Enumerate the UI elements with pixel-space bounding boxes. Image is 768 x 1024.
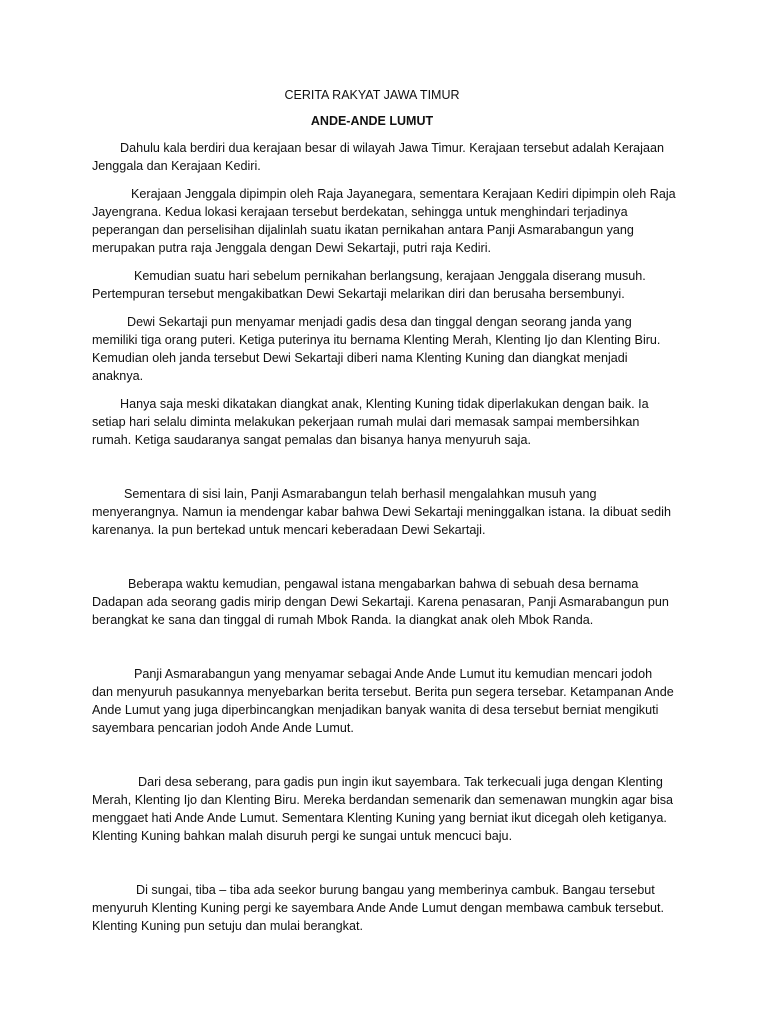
paragraph-6: Sementara di sisi lain, Panji Asmarabangun telah berhasil mengalahkan musuh yang menyerangnya. Namun ia mendengar kabar bahwa Dewi Sekartaji meninggalkan istana. Ia dibuat sedih karenanya. Ia pun bertekad untuk mencari keberadaan Dewi Sekartaji. [92, 487, 671, 537]
paragraph-8: Panji Asmarabangun yang menyamar sebagai Ande Ande Lumut itu kemudian mencari jodoh dan menyuruh pasukannya menyebarkan berita tersebut. Berita pun segera tersebar. Ketampanan Ande Ande Lumut yang juga diperbincangkan menjadikan banyak wanita di desa tersebut berniat mengikuti sayembara pencarian jodoh Ande Ande Lumut. [92, 667, 674, 735]
document-title: ANDE-ANDE LUMUT [310, 114, 434, 128]
paragraph-1: Dahulu kala berdiri dua kerajaan besar di wilayah Jawa Timur. Kerajaan tersebut adalah Kerajaan Jenggala dan Kerajaan Kediri. [92, 141, 664, 173]
paragraph-10: Di sungai, tiba – tiba ada seekor burung bangau yang memberinya cambuk. Bangau tersebut menyuruh Klenting Kuning pergi ke sayembara Ande Ande Lumut dengan membawa cambuk tersebut. Klenting Kuning pun setuju dan mulai berangkat. [92, 883, 664, 933]
document-heading: CERITA RAKYAT JAWA TIMUR [284, 88, 460, 102]
paragraph-3: Kemudian suatu hari sebelum pernikahan berlangsung, kerajaan Jenggala diserang musuh. Pertempuran tersebut mengakibatkan Dewi Sekartaji melarikan diri dan berusaha bersembunyi. [92, 269, 646, 301]
paragraph-2: Kerajaan Jenggala dipimpin oleh Raja Jayanegara, sementara Kerajaan Kediri dipimpin oleh Raja Jayengrana. Kedua lokasi kerajaan tersebut berdekatan, sehingga untuk menghindari terjadinya peperangan dan perselisihan dijalinlah suatu ikatan pernikahan antara Panji Asmarabangun yang merupakan putra raja Jenggala dengan Dewi Sekartaji, putri raja Kediri. [92, 187, 676, 255]
paragraph-5: Hanya saja meski dikatakan diangkat anak, Klenting Kuning tidak diperlakukan dengan baik. Ia setiap hari selalu diminta melakukan pekerjaan rumah mulai dari memasak sampai membersihkan rumah. Ketiga saudaranya sangat pemalas dan bisanya hanya menyuruh saja. [92, 397, 649, 447]
paragraph-7: Beberapa waktu kemudian, pengawal istana mengabarkan bahwa di sebuah desa bernama Dadapan ada seorang gadis mirip dengan Dewi Sekartaji. Karena penasaran, Panji Asmarabangun pun berangkat ke sana dan tinggal di rumah Mbok Randa. Ia diangkat anak oleh Mbok Randa. [92, 577, 669, 627]
paragraph-9: Dari desa seberang, para gadis pun ingin ikut sayembara. Tak terkecuali juga dengan Klenting Merah, Klenting Ijo dan Klenting Biru. Mereka berdandan semenarik dan semenawan mungkin agar bisa menggaet hati Ande Ande Lumut. Sementara Klenting Kuning yang berniat ikut dicegah oleh ketiganya. Klenting Kuning bahkan malah disuruh pergi ke sungai untuk mencuci baju. [92, 775, 674, 843]
paragraph-4: Dewi Sekartaji pun menyamar menjadi gadis desa dan tinggal dengan seorang janda yang memiliki tiga orang puteri. Ketiga puterinya itu bernama Klenting Merah, Klenting Ijo dan Klenting Biru. Kemudian oleh janda tersebut Dewi Sekartaji diberi nama Klenting Kuning dan diangkat menjadi anaknya. [92, 315, 661, 383]
